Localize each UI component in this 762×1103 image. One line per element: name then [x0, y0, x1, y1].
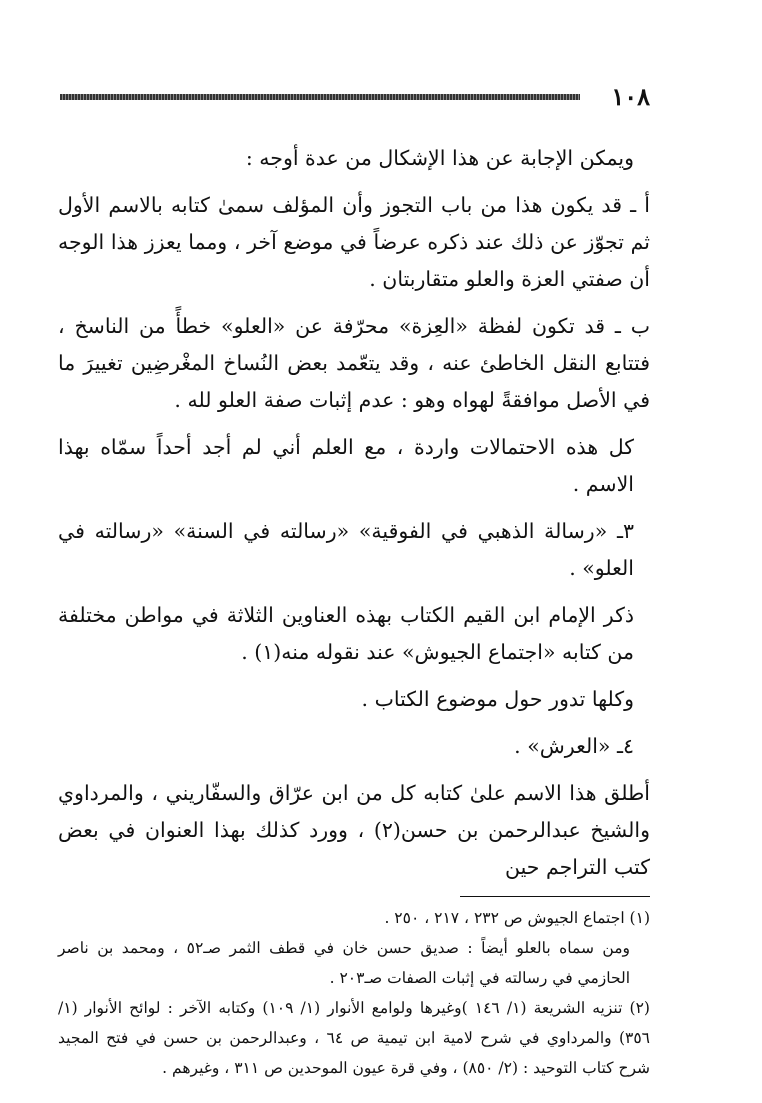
header-rule: [60, 94, 580, 100]
footnote: (٢) تنزيه الشريعة (١/ ١٤٦ )وغيرها ولوامع الأنوار (١/ ١٠٩) وكتابه الآخر : لوائح الأنوار (١/ ٣٥٦) والمرداوي في شرح لامية ابن تيمية ص ٦٤ ، وعبدالرحمن بن حسن في فتح المجيد شرح كتاب التوحيد : (٢/ ٨٥٠) ، وفي قرة عيون الموحدين ص ٣١١ ، وغيرهم .: [58, 999, 650, 1077]
footnote: (١) اجتماع الجيوش ص ٢٣٢ ، ٢١٧ ، ٢٥٠ .: [384, 909, 650, 927]
paragraph: أطلق هذا الاسم علىٰ كتابه كل من ابن عرّاق والسفّاريني ، والمرداوي والشيخ عبدالرحمن بن حسن(٢) ، وورد كذلك بهذا العنوان في بعض كتب التراجم حين: [58, 781, 650, 879]
paragraph: ويمكن الإجابة عن هذا الإشكال من عدة أوجه :: [245, 146, 634, 170]
body-text: [58, 140, 650, 1083]
paragraph: ب ـ قد تكون لفظة «العِزة» محرّفة عن «العلو» خطأً من الناسخ ، فتتابع النقل الخاطئ عنه ، وقد يتعّمد بعض النُساخ المغْرضِين تغييرَ ما في الأصل موافقةً لهواه وهو : عدم إثبات صفة العلو لله .: [58, 314, 650, 412]
paragraph: ذكر الإمام ابن القيم الكتاب بهذه العناوين الثلاثة في مواطن مختلفة من كتابه «اجتماع الجيوش» عند نقوله منه(١) .: [58, 603, 634, 664]
paragraph: ٤ـ «العرش» .: [514, 734, 634, 758]
footnote: ومن سماه بالعلو أيضاً : صديق حسن خان في قطف الثمر صـ٥٢ ، ومحمد بن ناصر الحازمي في رسالته في إثبات الصفات صـ٢٠٣ .: [58, 939, 631, 987]
paragraph: ٣ـ «رسالة الذهبي في الفوقية» «رسالته في السنة» «رسالته في العلو» .: [58, 519, 634, 580]
footnote-separator: [460, 896, 650, 897]
page-number: ١٠٨: [611, 82, 650, 111]
paragraph: أ ـ قد يكون هذا من باب التجوز وأن المؤلف سمىٰ كتابه بالاسم الأول ثم تجوّز عن ذلك عند ذكره عرضاً في موضع آخر ، ومما يعزز هذا الوجه أن صفتي العزة والعلو متقاربتان .: [58, 193, 650, 291]
page-header: [60, 82, 650, 112]
paragraph: كل هذه الاحتمالات واردة ، مع العلم أني لم أجد أحداً سمّاه بهذا الاسم .: [58, 435, 634, 496]
footnotes: [58, 903, 650, 1083]
paragraph: وكلها تدور حول موضوع الكتاب .: [361, 687, 634, 711]
